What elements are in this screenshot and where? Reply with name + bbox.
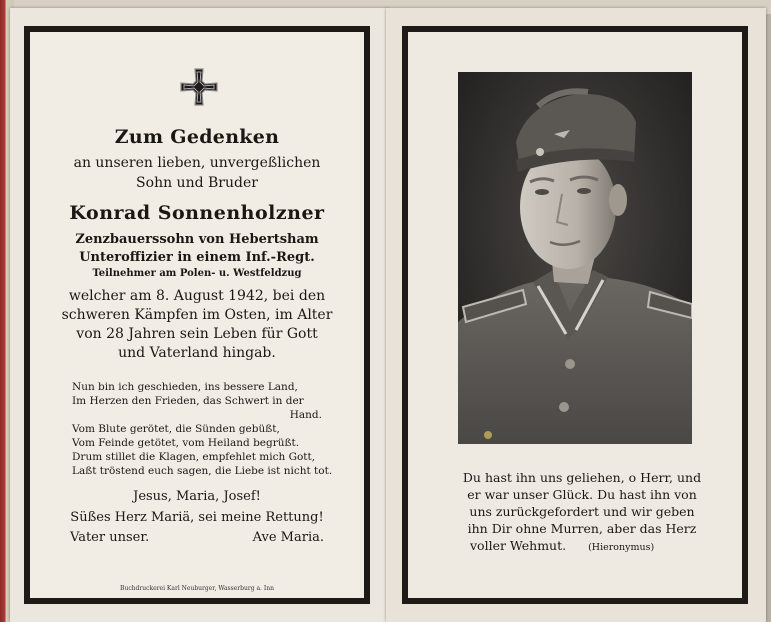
poem-line: Laßt tröstend euch sagen, die Liebe ist nicht tot.: [72, 465, 333, 477]
prayer-line-2: Süßes Herz Mariä, sei meine Rettung!: [70, 510, 324, 525]
memorial-quote: [458, 469, 706, 556]
poem-line: Nun bin ich geschieden, ins bessere Land,: [72, 381, 298, 393]
quote-source: (Hieronymus): [588, 542, 655, 553]
poem-line: Vom Blute gerötet, die Sünden gebüßt,: [72, 423, 280, 435]
memorial-poem: [72, 380, 333, 478]
closing-prayer-left: Vater unser.: [70, 530, 150, 545]
detail-line-2: Unteroffizier in einem Inf.-Regt.: [79, 250, 315, 265]
black-border-frame-left: [24, 26, 370, 604]
memorial-card-right: [386, 8, 766, 622]
detail-line-1: Zenzbauerssohn von Hebertsham: [75, 232, 319, 247]
poem-line: Vom Feinde getötet, vom Heiland begrüßt.: [72, 437, 300, 449]
quote-line: uns zurückgefordert und wir geben: [469, 504, 695, 519]
quote-line: voller Wehmut.: [470, 538, 567, 553]
quote-line: Du hast ihn uns geliehen, o Herr, und: [462, 470, 702, 485]
card-title: Zum Gedenken: [114, 126, 280, 148]
soldier-portrait-photo: [458, 72, 692, 444]
poem-line: Hand.: [289, 409, 322, 421]
body-line-2: schweren Kämpfen im Osten, im Alter: [61, 307, 333, 323]
printer-imprint: Buchdruckerei Karl Neuburger, Wasserburg a. Inn: [120, 585, 274, 592]
portrait-illustration: [458, 72, 692, 444]
black-border-frame-right: [402, 26, 748, 604]
quote-final-line: [458, 537, 706, 556]
deceased-name: Konrad Sonnenholzner: [69, 202, 325, 224]
body-line-1: welcher am 8. August 1942, bei den: [68, 288, 326, 304]
memorial-card-left: [10, 8, 388, 622]
quote-line: er war unser Glück. Du hast ihn von: [467, 487, 697, 502]
iron-cross-icon: [177, 65, 221, 109]
body-line-4: und Vaterland hingab.: [118, 345, 276, 361]
quote-line: ihn Dir ohne Murren, aber das Herz: [467, 521, 697, 536]
intro-line-1: an unseren lieben, unvergeßlichen: [73, 155, 321, 171]
intro-line-2: Sohn und Bruder: [136, 175, 258, 191]
closing-prayer-right: Ave Maria.: [252, 530, 324, 545]
poem-line: Im Herzen den Frieden, das Schwert in der: [72, 395, 304, 407]
detail-line-3: Teilnehmer am Polen- u. Westfeldzug: [92, 268, 302, 279]
poem-line: Drum stillet die Klagen, empfehlet mich Gott,: [72, 451, 316, 463]
prayer-line-1: Jesus, Maria, Josef!: [133, 489, 261, 504]
body-line-3: von 28 Jahren sein Leben für Gott: [76, 326, 318, 342]
